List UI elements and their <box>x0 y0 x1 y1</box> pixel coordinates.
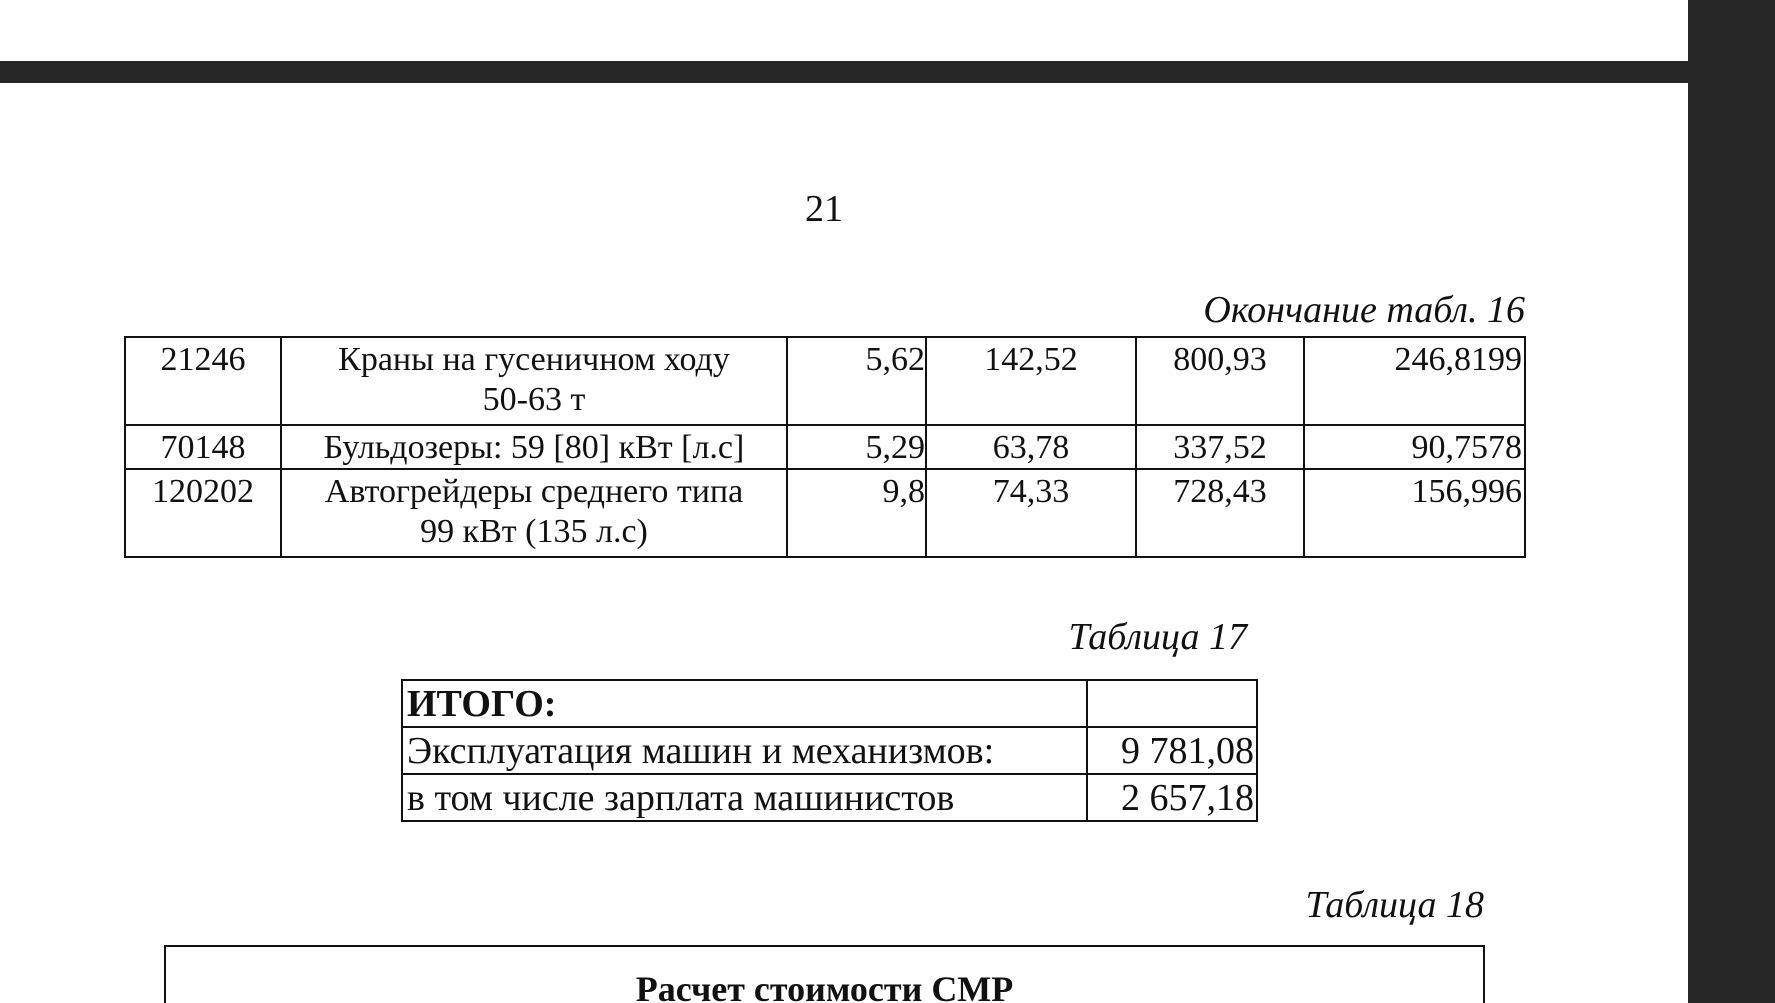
table17-caption: Таблица 17 <box>1068 616 1247 658</box>
machinery-label: Эксплуатация машин и механизмов: <box>402 727 1087 774</box>
table-row <box>125 337 1525 425</box>
cell-value-3: 800,93 <box>1136 337 1304 425</box>
total-label: ИТОГО: <box>402 680 1087 727</box>
cell-code: 70148 <box>125 425 281 469</box>
cell-value-2: 142,52 <box>926 337 1136 425</box>
wages-label: в том числе зарплата машинистов <box>402 774 1087 821</box>
table17 <box>401 679 1258 822</box>
machinery-value: 9 781,08 <box>1087 727 1257 774</box>
cell-value-2: 74,33 <box>926 469 1136 557</box>
cell-name-line2: 99 кВт (135 л.с) <box>420 513 648 550</box>
cell-code: 21246 <box>125 337 281 425</box>
cell-name-line1: Краны на гусеничном ходу <box>338 341 730 378</box>
table18 <box>164 945 1485 1003</box>
cell-value-4: 246,8199 <box>1304 337 1525 425</box>
page-top-border <box>0 61 1688 83</box>
cell-name-line1: Автогрейдеры среднего типа <box>324 473 744 510</box>
table-row <box>125 425 1525 469</box>
cell-value-1: 9,8 <box>787 469 926 557</box>
total-value <box>1087 680 1257 727</box>
table-row <box>402 680 1257 727</box>
cell-name <box>281 469 787 557</box>
cell-name-line2: 50-63 т <box>482 381 586 418</box>
cell-value-3: 728,43 <box>1136 469 1304 557</box>
cell-value-1: 5,62 <box>787 337 926 425</box>
cell-value-4: 156,996 <box>1304 469 1525 557</box>
page-number: 21 <box>805 188 843 230</box>
table-row <box>125 469 1525 557</box>
table16 <box>124 336 1526 558</box>
cell-name <box>281 337 787 425</box>
table16-caption: Окончание табл. 16 <box>1203 289 1525 331</box>
cell-code: 120202 <box>125 469 281 557</box>
table18-caption: Таблица 18 <box>1305 884 1484 926</box>
table18-title: Расчет стоимости СМР <box>635 969 1014 1003</box>
cell-value-4: 90,7578 <box>1304 425 1525 469</box>
page-right-edge <box>1688 0 1775 1003</box>
cell-name-line1: Бульдозеры: 59 [80] кВт [л.с] <box>323 429 745 466</box>
cell-value-2: 63,78 <box>926 425 1136 469</box>
cell-value-1: 5,29 <box>787 425 926 469</box>
wages-value: 2 657,18 <box>1087 774 1257 821</box>
cell-name <box>281 425 787 469</box>
cell-value-3: 337,52 <box>1136 425 1304 469</box>
table-row <box>402 774 1257 821</box>
table-row <box>402 727 1257 774</box>
